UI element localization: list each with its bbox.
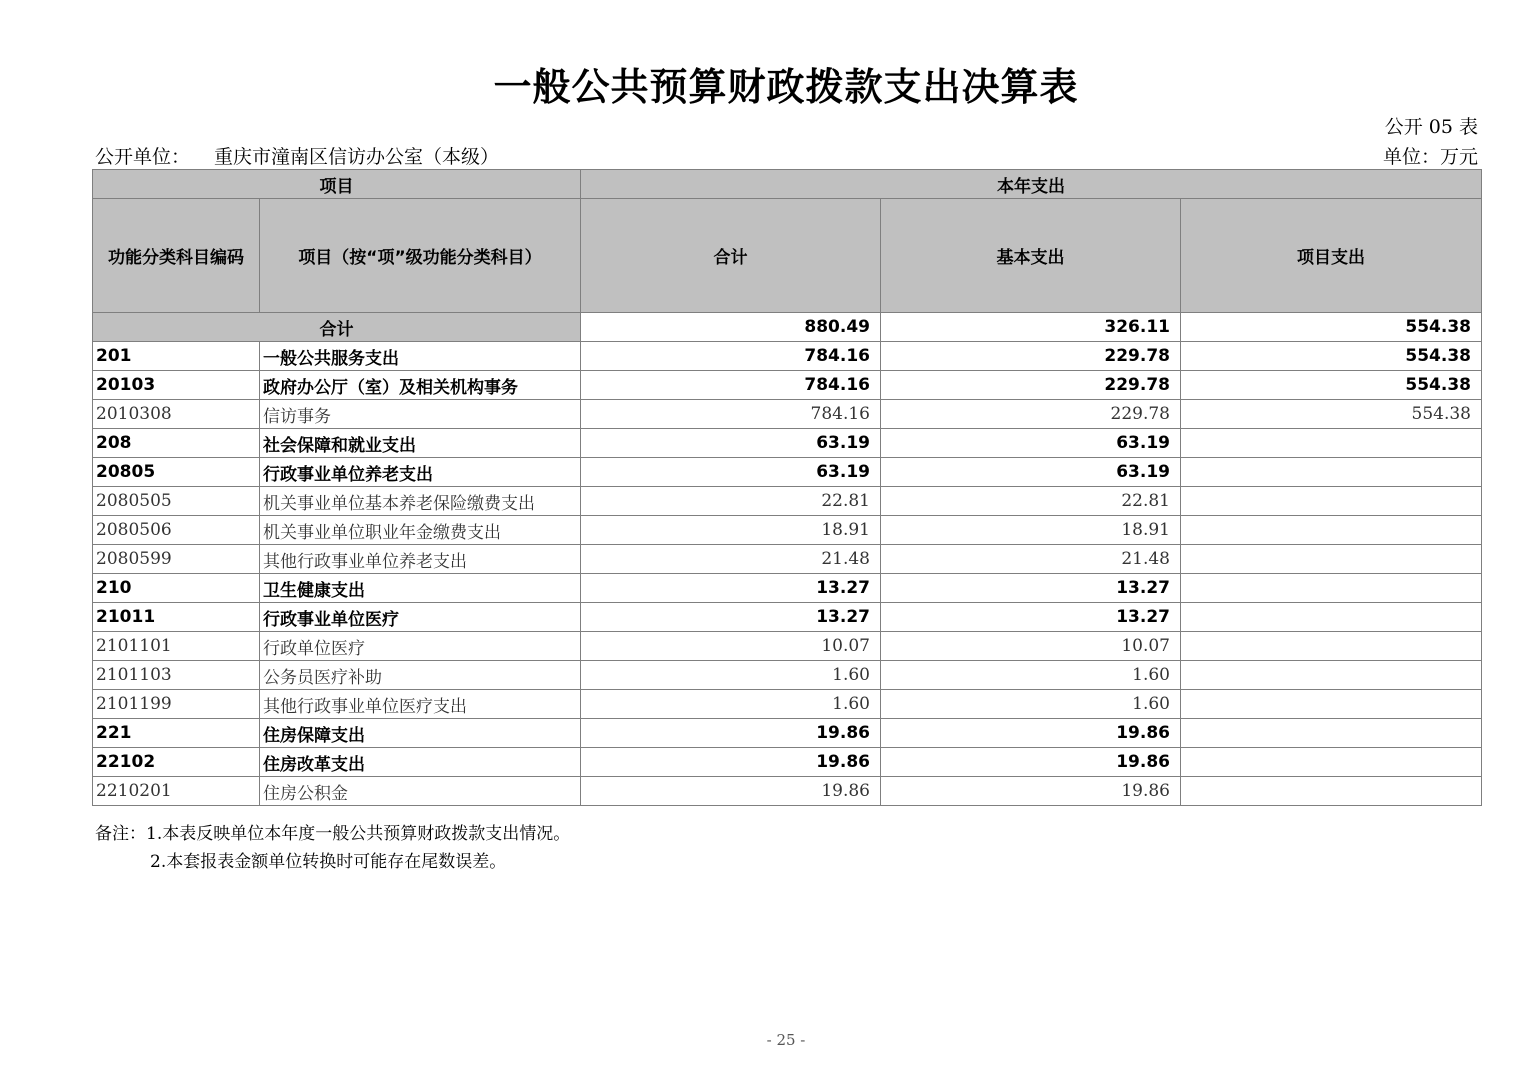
notes — [95, 820, 570, 876]
table-row — [93, 690, 1482, 719]
row-total: 63.19 — [581, 458, 881, 487]
row-basic: 19.86 — [881, 719, 1181, 748]
table-row — [93, 487, 1482, 516]
header-project: 项目支出 — [1181, 199, 1482, 313]
table-row — [93, 371, 1482, 400]
table-row — [93, 661, 1482, 690]
row-code: 20805 — [93, 458, 260, 487]
row-name: 住房改革支出 — [260, 748, 581, 777]
form-number: 公开 05 表 — [1384, 116, 1478, 138]
row-name: 政府办公厅（室）及相关机构事务 — [260, 371, 581, 400]
row-code: 2210201 — [93, 777, 260, 806]
row-code: 2080505 — [93, 487, 260, 516]
row-code: 2010308 — [93, 400, 260, 429]
row-basic: 1.60 — [881, 661, 1181, 690]
table-row — [93, 516, 1482, 545]
row-code: 21011 — [93, 603, 260, 632]
row-code: 210 — [93, 574, 260, 603]
row-project — [1181, 603, 1482, 632]
row-basic: 13.27 — [881, 574, 1181, 603]
row-total: 784.16 — [581, 342, 881, 371]
row-basic: 22.81 — [881, 487, 1181, 516]
header-year-group: 本年支出 — [581, 170, 1482, 199]
row-code: 2080599 — [93, 545, 260, 574]
row-project: 554.38 — [1181, 400, 1482, 429]
row-basic: 21.48 — [881, 545, 1181, 574]
row-basic: 229.78 — [881, 400, 1181, 429]
note-1: 备注：1.本表反映单位本年度一般公共预算财政拨款支出情况。 — [95, 824, 571, 844]
row-basic: 63.19 — [881, 458, 1181, 487]
row-code: 201 — [93, 342, 260, 371]
row-basic: 18.91 — [881, 516, 1181, 545]
row-basic: 19.86 — [881, 748, 1181, 777]
row-project — [1181, 516, 1482, 545]
row-total: 21.48 — [581, 545, 881, 574]
row-total: 19.86 — [581, 777, 881, 806]
row-basic: 1.60 — [881, 690, 1181, 719]
row-total: 18.91 — [581, 516, 881, 545]
row-project — [1181, 748, 1482, 777]
table-row — [93, 574, 1482, 603]
row-name: 住房保障支出 — [260, 719, 581, 748]
table-row — [93, 429, 1482, 458]
row-name: 住房公积金 — [260, 777, 581, 806]
table-row — [93, 603, 1482, 632]
header-item-group: 项目 — [93, 170, 581, 199]
row-project — [1181, 429, 1482, 458]
row-total: 13.27 — [581, 603, 881, 632]
row-basic: 10.07 — [881, 632, 1181, 661]
row-total: 784.16 — [581, 400, 881, 429]
row-total: 19.86 — [581, 748, 881, 777]
row-basic: 63.19 — [881, 429, 1181, 458]
row-code: 208 — [93, 429, 260, 458]
row-code: 2101199 — [93, 690, 260, 719]
row-name: 卫生健康支出 — [260, 574, 581, 603]
row-total: 784.16 — [581, 371, 881, 400]
header-name: 项目（按“项”级功能分类科目） — [260, 199, 581, 313]
row-project: 554.38 — [1181, 342, 1482, 371]
row-basic: 229.78 — [881, 371, 1181, 400]
row-name: 公务员医疗补助 — [260, 661, 581, 690]
row-name: 一般公共服务支出 — [260, 342, 581, 371]
row-basic: 19.86 — [881, 777, 1181, 806]
row-code: 20103 — [93, 371, 260, 400]
table-row — [93, 719, 1482, 748]
table-row — [93, 458, 1482, 487]
row-project — [1181, 574, 1482, 603]
currency-unit: 单位：万元 — [1382, 146, 1478, 168]
row-project — [1181, 632, 1482, 661]
row-total: 19.86 — [581, 719, 881, 748]
row-total: 22.81 — [581, 487, 881, 516]
page-number: - 25 - — [766, 1031, 806, 1049]
table-row — [93, 777, 1482, 806]
row-name: 其他行政事业单位医疗支出 — [260, 690, 581, 719]
row-code: 22102 — [93, 748, 260, 777]
page-title: 一般公共预算财政拨款支出决算表 — [493, 65, 1079, 109]
table-row — [93, 342, 1482, 371]
row-name: 行政事业单位医疗 — [260, 603, 581, 632]
row-project — [1181, 719, 1482, 748]
row-total: 13.27 — [581, 574, 881, 603]
row-name: 机关事业单位职业年金缴费支出 — [260, 516, 581, 545]
org-info — [95, 142, 499, 169]
row-basic: 229.78 — [881, 342, 1181, 371]
total-row — [93, 313, 1482, 342]
row-total: 63.19 — [581, 429, 881, 458]
table-row — [93, 400, 1482, 429]
row-project — [1181, 661, 1482, 690]
row-total: 10.07 — [581, 632, 881, 661]
org-label: 公开单位： — [95, 146, 191, 168]
row-total: 1.60 — [581, 690, 881, 719]
row-code: 2101103 — [93, 661, 260, 690]
total-project: 554.38 — [1181, 313, 1482, 342]
total-amount: 880.49 — [581, 313, 881, 342]
row-name: 信访事务 — [260, 400, 581, 429]
header-basic: 基本支出 — [881, 199, 1181, 313]
row-code: 2080506 — [93, 516, 260, 545]
note-2: 2.本套报表金额单位转换时可能存在尾数误差。 — [150, 852, 507, 872]
row-name: 其他行政事业单位养老支出 — [260, 545, 581, 574]
total-label: 合计 — [93, 313, 581, 342]
row-code: 221 — [93, 719, 260, 748]
table-row — [93, 632, 1482, 661]
row-total: 1.60 — [581, 661, 881, 690]
row-name: 行政事业单位养老支出 — [260, 458, 581, 487]
table-row — [93, 545, 1482, 574]
row-name: 社会保障和就业支出 — [260, 429, 581, 458]
row-project: 554.38 — [1181, 371, 1482, 400]
row-basic: 13.27 — [881, 603, 1181, 632]
row-project — [1181, 458, 1482, 487]
row-name: 机关事业单位基本养老保险缴费支出 — [260, 487, 581, 516]
unit-row — [95, 142, 1478, 166]
expenditure-table — [92, 169, 1482, 806]
row-project — [1181, 545, 1482, 574]
row-project — [1181, 487, 1482, 516]
row-project — [1181, 777, 1482, 806]
header-code: 功能分类科目编码 — [93, 199, 260, 313]
row-code: 2101101 — [93, 632, 260, 661]
row-project — [1181, 690, 1482, 719]
header-total: 合计 — [581, 199, 881, 313]
table-row — [93, 748, 1482, 777]
row-name: 行政单位医疗 — [260, 632, 581, 661]
org-name: 重庆市潼南区信访办公室（本级） — [214, 146, 500, 168]
total-basic: 326.11 — [881, 313, 1181, 342]
